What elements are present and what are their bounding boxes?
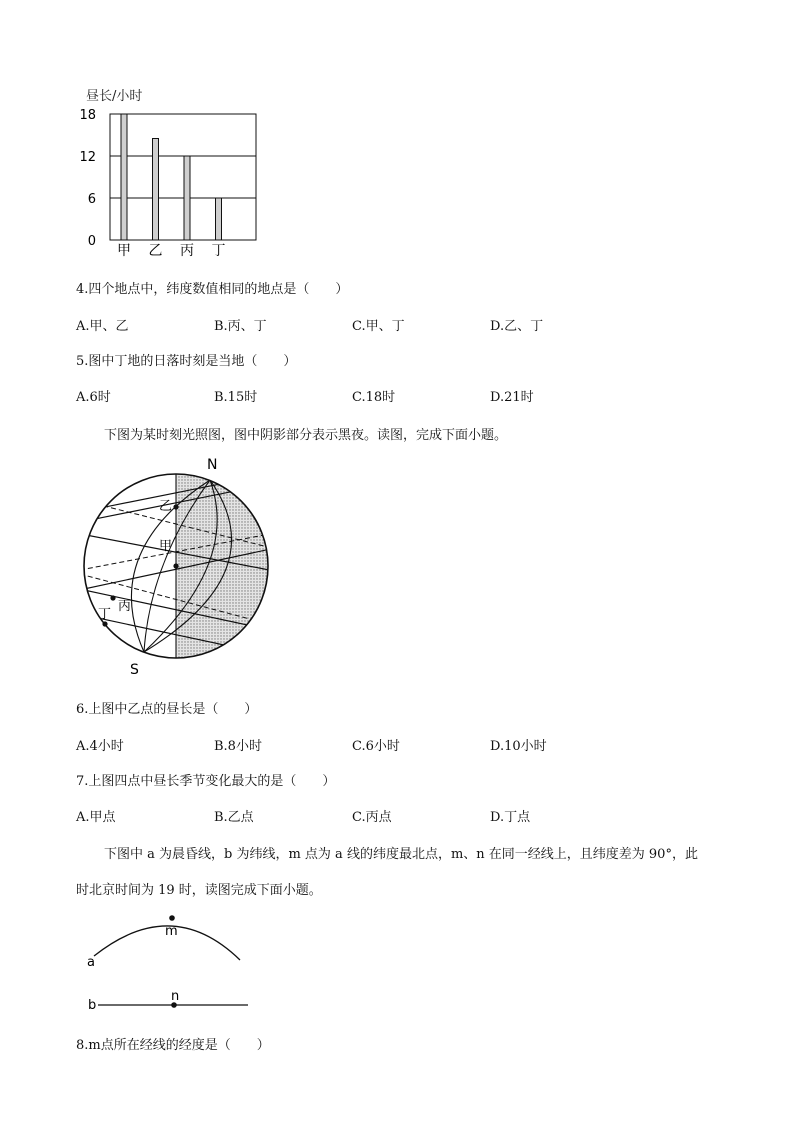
point-yi <box>173 504 178 509</box>
intro-paragraph-illumination: 下图为某时刻光照图，图中阴影部分表示黑夜。读图，完成下面小题。 <box>104 428 508 443</box>
question-7-stem: 7.上图四点中昼长季节变化最大的是（ ） <box>76 774 336 789</box>
question-5-option-d[interactable]: D.21时 <box>490 390 534 405</box>
chart-category-label: 甲 <box>117 243 131 257</box>
chart-bar-4 <box>216 198 222 240</box>
terminator-latitude-diagram <box>80 908 260 1018</box>
question-5-option-b[interactable]: B.15时 <box>214 390 258 405</box>
chart-y-tick-label: 0 <box>87 234 96 249</box>
label-yi: 乙 <box>159 499 173 514</box>
chart-y-tick-label: 12 <box>79 150 96 165</box>
question-8-stem: 8.m点所在经线的经度是（ ） <box>76 1038 270 1053</box>
question-6-option-b[interactable]: B.8小时 <box>214 739 262 754</box>
question-4-option-b[interactable]: B.丙、丁 <box>214 319 267 334</box>
question-4-option-a[interactable]: A.甲、乙 <box>76 319 129 334</box>
question-4-option-d[interactable]: D.乙、丁 <box>490 319 544 334</box>
question-6-option-a[interactable]: A.4小时 <box>76 739 124 754</box>
question-7-option-b[interactable]: B.乙点 <box>214 810 254 825</box>
label-south: S <box>130 662 139 678</box>
question-4-option-c[interactable]: C.甲、丁 <box>352 319 405 334</box>
chart-x-ticks <box>117 243 226 257</box>
chart-bars <box>121 114 222 240</box>
label-n: n <box>171 989 180 1004</box>
chart-frame <box>110 114 256 240</box>
label-b: b <box>88 998 97 1013</box>
label-north: N <box>207 457 218 473</box>
label-ding: 丁 <box>98 607 112 622</box>
label-bing: 丙 <box>118 599 132 614</box>
point-bing <box>110 595 115 600</box>
question-5-stem: 5.图中丁地的日落时刻是当地（ ） <box>76 354 297 369</box>
intro-paragraph-terminator-line1: 下图中 a 为晨昏线，b 为纬线，m 点为 a 线的纬度最北点，m、n 在同一经线上，且纬度差为 90°，此 <box>104 847 698 862</box>
chart-bar-3 <box>184 156 190 240</box>
chart-gridlines <box>110 114 256 240</box>
point-jia <box>173 563 178 568</box>
chart-y-axis-label: 昼长/小时 <box>86 89 143 104</box>
label-a: a <box>87 955 95 970</box>
label-m: m <box>165 924 178 939</box>
question-5-option-c[interactable]: C.18时 <box>352 390 396 405</box>
day-length-bar-chart <box>70 82 260 257</box>
chart-bar-2 <box>153 139 159 241</box>
question-4-stem: 4.四个地点中，纬度数值相同的地点是（ ） <box>76 282 349 297</box>
question-7-option-d[interactable]: D.丁点 <box>490 810 531 825</box>
illumination-globe-diagram <box>70 452 280 680</box>
label-jia: 甲 <box>159 539 173 554</box>
point-m <box>169 915 175 921</box>
chart-y-ticks <box>79 108 96 249</box>
chart-category-label: 乙 <box>148 243 163 257</box>
question-7-option-a[interactable]: A.甲点 <box>76 810 116 825</box>
chart-category-label: 丙 <box>180 243 194 257</box>
chart-y-tick-label: 6 <box>87 192 96 207</box>
chart-y-tick-label: 18 <box>79 108 96 123</box>
point-ding <box>102 621 107 626</box>
question-7-option-c[interactable]: C.丙点 <box>352 810 392 825</box>
intro-paragraph-terminator-line2: 时北京时间为 19 时，读图完成下面小题。 <box>76 883 322 898</box>
question-6-stem: 6.上图中乙点的昼长是（ ） <box>76 702 258 717</box>
question-5-option-a[interactable]: A.6时 <box>76 390 111 405</box>
question-6-option-c[interactable]: C.6小时 <box>352 739 400 754</box>
chart-category-label: 丁 <box>211 243 226 257</box>
question-6-option-d[interactable]: D.10小时 <box>490 739 547 754</box>
chart-bar-1 <box>121 114 127 240</box>
